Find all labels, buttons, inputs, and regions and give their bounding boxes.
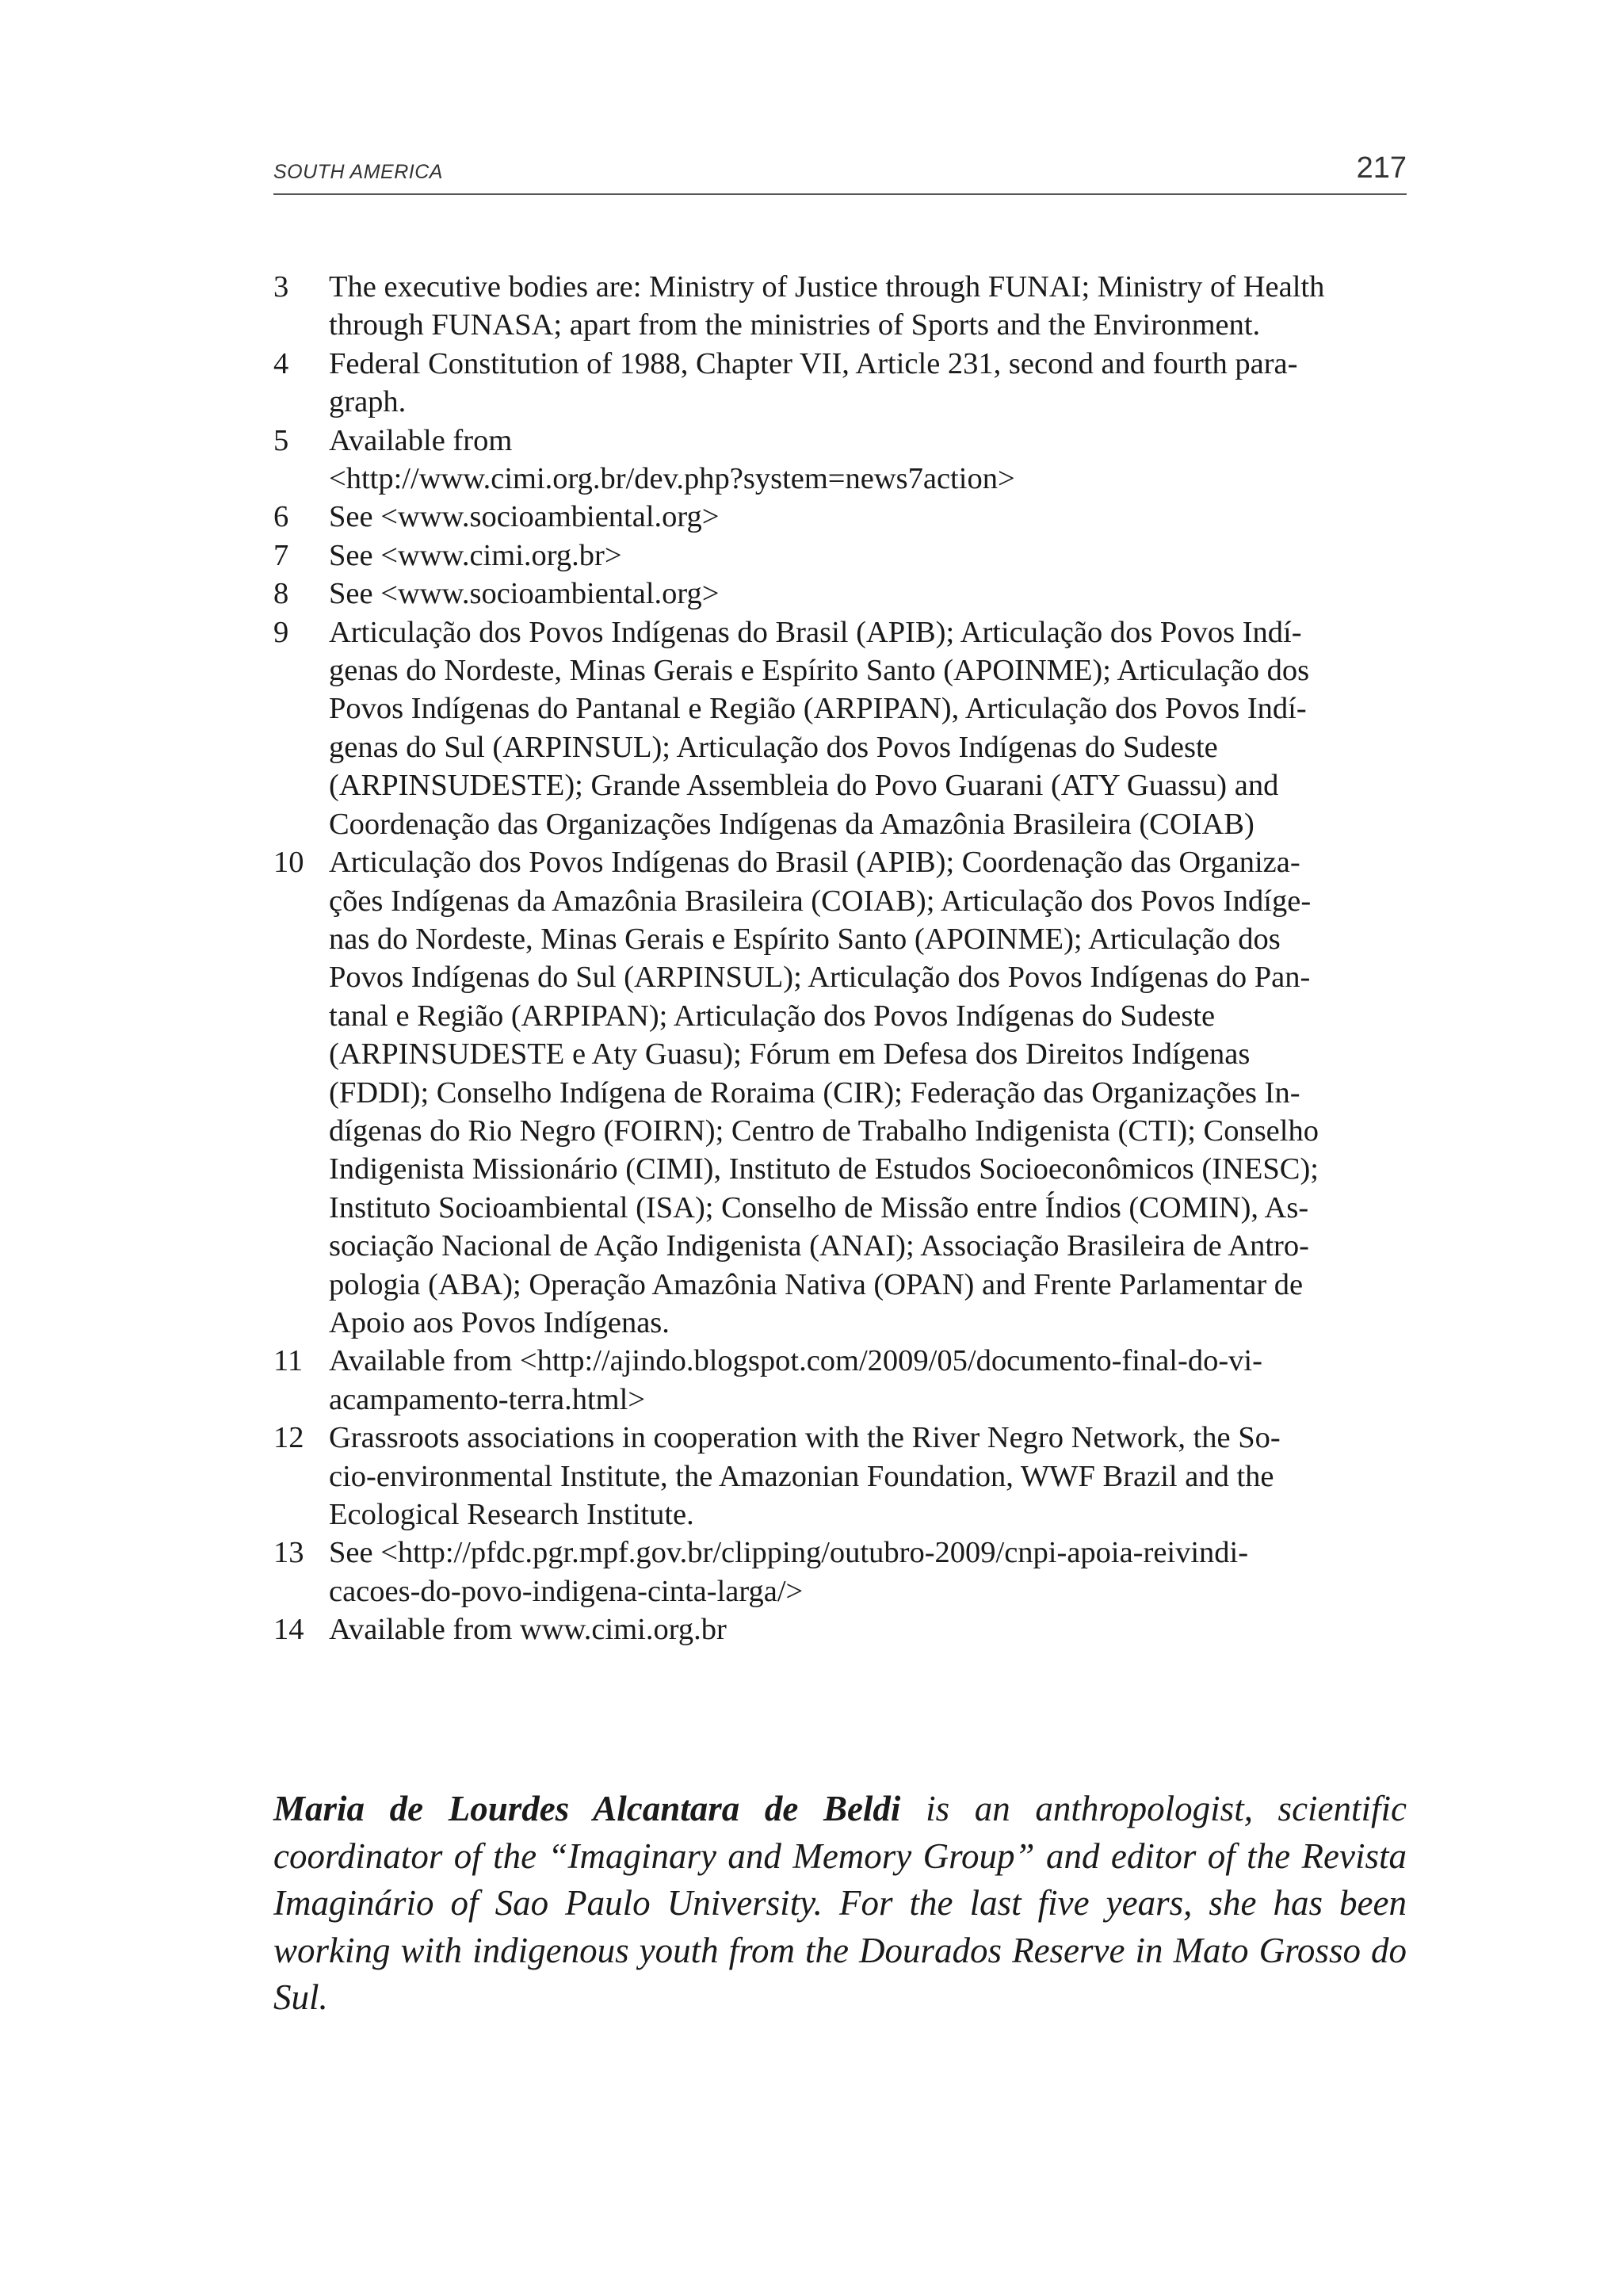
endnote-line: Federal Constitution of 1988, Chapter VII, Article 231, second and fourth para- <box>329 346 1298 380</box>
endnote-number: 6 <box>273 500 289 534</box>
endnote-line: cacoes-do-povo-indigena-cinta-larga/> <box>329 1574 804 1608</box>
endnote-line: dígenas do Rio Negro (FOIRN); Centro de Trabalho Indigenista (CTI); Conselho <box>329 1114 1319 1148</box>
endnote-line: (ARPINSUDESTE); Grande Assembleia do Povo Guarani (ATY Guassu) and <box>329 769 1279 803</box>
endnote-number: 13 <box>273 1536 304 1570</box>
endnote-line: cio-environmental Institute, the Amazonian Foundation, WWF Brazil and the <box>329 1459 1274 1493</box>
endnote-line: Povos Indígenas do Pantanal e Região (ARPIPAN), Articulação dos Povos Indí- <box>329 692 1307 726</box>
endnote-7 <box>273 537 1407 575</box>
endnote-number: 4 <box>273 346 289 380</box>
endnotes-list <box>273 268 1407 1649</box>
endnote-number: 3 <box>273 270 289 304</box>
endnote-line: See <www.socioambiental.org> <box>329 500 720 534</box>
author-bio <box>273 1786 1407 2022</box>
author-bio-text: is an anthropologist, scientific coordinator of the “Imaginary and Memory Group” and editor of the Revista Imaginário of Sao Paulo University. For the last five years, she has been working with indigenous youth from the Dourados Reserve in Mato Grosso do Sul. <box>273 1789 1407 2017</box>
endnote-8 <box>273 575 1407 613</box>
endnote-line: Available from www.cimi.org.br <box>329 1613 727 1647</box>
endnote-line: genas do Nordeste, Minas Gerais e Espírito Santo (APOINME); Articulação dos <box>329 654 1310 688</box>
endnote-6 <box>273 498 1407 536</box>
endnote-line: (FDDI); Conselho Indígena de Roraima (CIR); Federação das Organizações In- <box>329 1075 1300 1110</box>
endnote-line: Instituto Socioambiental (ISA); Conselho de Missão entre Índios (COMIN), As- <box>329 1190 1309 1224</box>
endnote-line: Coordenação das Organizações Indígenas da Amazônia Brasileira (COIAB) <box>329 807 1254 841</box>
endnote-number: 5 <box>273 423 289 457</box>
page-number: 217 <box>1356 151 1407 185</box>
author-name: Maria de Lourdes Alcantara de Beldi <box>273 1789 901 1828</box>
endnote-line: tanal e Região (ARPIPAN); Articulação dos Povos Indígenas do Sudeste <box>329 999 1216 1033</box>
endnote-line: acampamento-terra.html> <box>329 1382 646 1416</box>
endnote-number: 9 <box>273 615 289 649</box>
page-header <box>273 149 1407 195</box>
endnote-line: through FUNASA; apart from the ministries of Sports and the Environment. <box>329 308 1261 342</box>
endnote-line: (ARPINSUDESTE e Aty Guasu); Fórum em Defesa dos Direitos Indígenas <box>329 1037 1251 1072</box>
endnote-number: 11 <box>273 1344 304 1378</box>
endnote-number: 10 <box>273 846 304 880</box>
endnote-3 <box>273 268 1407 345</box>
endnote-line: Available from <http://ajindo.blogspot.com/2009/05/documento-final-do-vi- <box>329 1344 1262 1378</box>
endnote-line: Indigenista Missionário (CIMI), Instituto de Estudos Socioeconômicos (INESC); <box>329 1152 1319 1186</box>
endnote-9 <box>273 613 1407 843</box>
endnote-line: genas do Sul (ARPINSUL); Articulação dos Povos Indígenas do Sudeste <box>329 730 1218 764</box>
endnote-line: See <www.cimi.org.br> <box>329 538 622 572</box>
endnote-number: 14 <box>273 1613 304 1647</box>
endnote-5 <box>273 422 1407 499</box>
endnote-line: Povos Indígenas do Sul (ARPINSUL); Articulação dos Povos Indígenas do Pan- <box>329 961 1311 995</box>
endnote-number: 12 <box>273 1421 304 1455</box>
endnote-14 <box>273 1610 1407 1648</box>
endnote-line: Available from <box>329 423 513 457</box>
endnote-line: Grassroots associations in cooperation with the River Negro Network, the So- <box>329 1421 1281 1455</box>
endnote-line: See <www.socioambiental.org> <box>329 577 720 611</box>
endnote-line: Apoio aos Povos Indígenas. <box>329 1305 670 1339</box>
endnote-11 <box>273 1342 1407 1419</box>
endnote-13 <box>273 1534 1407 1610</box>
endnote-line: <http://www.cimi.org.br/dev.php?system=news7action> <box>329 462 1015 496</box>
endnote-line: See <http://pfdc.pgr.mpf.gov.br/clipping/outubro-2009/cnpi-apoia-reivindi- <box>329 1536 1249 1570</box>
endnote-number: 8 <box>273 577 289 611</box>
running-head: SOUTH AMERICA <box>273 161 443 183</box>
endnote-number: 7 <box>273 538 289 572</box>
endnote-line: graph. <box>329 385 407 419</box>
endnote-line: The executive bodies are: Ministry of Justice through FUNAI; Ministry of Health <box>329 270 1325 304</box>
endnote-10 <box>273 843 1407 1342</box>
endnote-line: nas do Nordeste, Minas Gerais e Espírito Santo (APOINME); Articulação dos <box>329 922 1281 956</box>
endnote-line: Articulação dos Povos Indígenas do Brasil (APIB); Articulação dos Povos Indí- <box>329 615 1302 649</box>
endnote-line: pologia (ABA); Operação Amazônia Nativa (OPAN) and Frente Parlamentar de <box>329 1267 1304 1301</box>
endnote-line: sociação Nacional de Ação Indigenista (ANAI); Associação Brasileira de Antro- <box>329 1229 1309 1263</box>
endnote-line: ções Indígenas da Amazônia Brasileira (COIAB); Articulação dos Povos Indíge- <box>329 884 1312 918</box>
endnote-12 <box>273 1419 1407 1534</box>
endnote-line: Articulação dos Povos Indígenas do Brasil (APIB); Coordenação das Organiza- <box>329 846 1300 880</box>
endnote-line: Ecological Research Institute. <box>329 1498 694 1531</box>
endnote-4 <box>273 345 1407 422</box>
